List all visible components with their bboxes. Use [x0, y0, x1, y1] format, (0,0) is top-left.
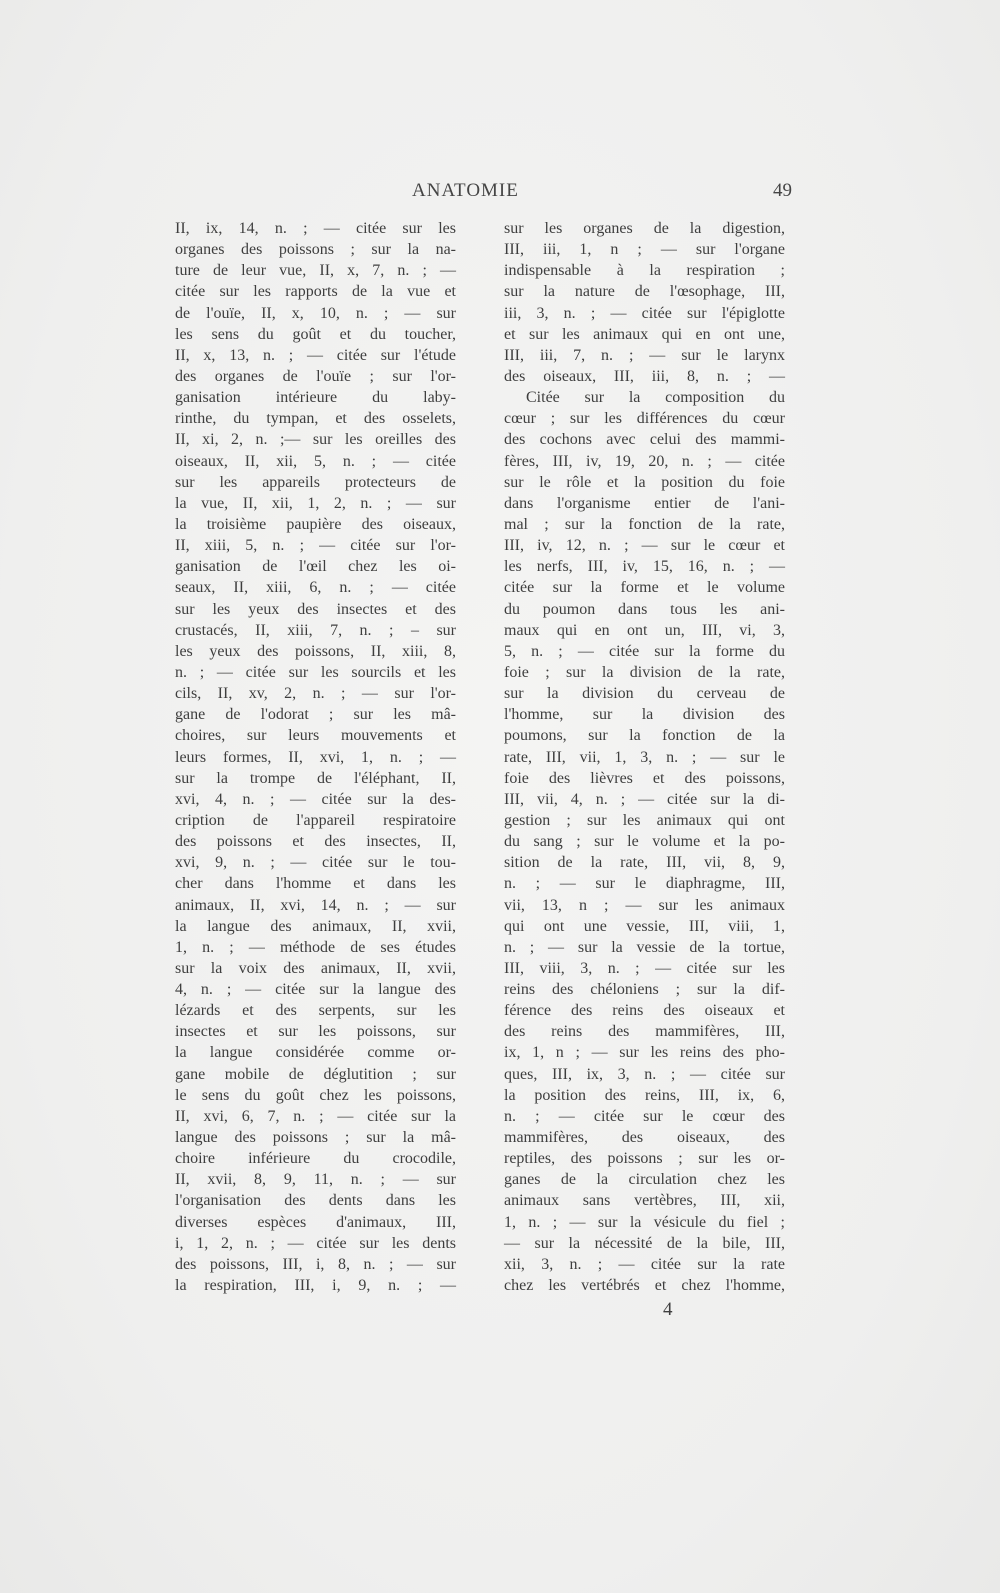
text-line: citée sur la forme et le volume — [504, 579, 785, 597]
text-line: vii, 13, n ; — sur les animaux — [504, 896, 785, 914]
text-line: des poissons, III, i, 8, n. ; — sur — [175, 1255, 456, 1273]
page-number: 49 — [773, 180, 792, 201]
text-line: animaux, II, xvi, 14, n. ; — sur — [175, 896, 456, 914]
text-line: n. ; — sur la vessie de la tortue, — [504, 938, 785, 956]
text-line: cils, II, xv, 2, n. ; — sur l'or- — [175, 685, 456, 703]
text-line: des cochons avec celui des mammi- — [504, 431, 785, 449]
text-line: foie des lièvres et des poissons, — [504, 769, 785, 787]
text-line: choires, sur leurs mouvements et — [175, 727, 456, 745]
text-line: qui ont une vessie, III, viii, 1, — [504, 917, 785, 935]
text-line: maux qui en ont un, III, vi, 3, — [504, 621, 785, 639]
text-line: II, xi, 2, n. ;— sur les oreilles des — [175, 431, 456, 449]
text-line: ganisation intérieure du laby- — [175, 389, 456, 407]
text-line: indispensable à la respiration ; — [504, 262, 785, 280]
right-column — [504, 218, 785, 1296]
text-line: langue des poissons ; sur la mâ- — [175, 1129, 456, 1147]
text-line: cher dans l'homme et dans les — [175, 875, 456, 893]
text-line: cœur ; sur les différences du cœur — [504, 410, 785, 428]
text-line: xvi, 4, n. ; — citée sur la des- — [175, 790, 456, 808]
text-line: dans l'organisme entier de l'ani- — [504, 494, 785, 512]
text-line: la langue des animaux, II, xvii, — [175, 917, 456, 935]
text-line: mal ; sur la fonction de la rate, — [504, 515, 785, 533]
text-line: sur la nature de l'œsophage, III, — [504, 283, 785, 301]
running-title: ANATOMIE — [412, 180, 519, 201]
text-line: II, xvi, 6, 7, n. ; — citée sur la — [175, 1107, 456, 1125]
text-line: ganisation de l'œil chez les oi- — [175, 558, 456, 576]
text-line: 4, n. ; — citée sur la langue des — [175, 981, 456, 999]
text-line: rinthe, du tympan, et des osselets, — [175, 410, 456, 428]
text-line: II, xvii, 8, 9, 11, n. ; — sur — [175, 1171, 456, 1189]
text-line: Citée sur la composition du — [526, 389, 785, 407]
text-line: sur les appareils protecteurs de — [175, 473, 456, 491]
text-line: diverses espèces d'animaux, III, — [175, 1213, 456, 1231]
text-line: 5, n. ; — citée sur la forme du — [504, 642, 785, 660]
text-line: leurs formes, II, xvi, 1, n. ; — — [175, 748, 456, 766]
text-line: II, xiii, 5, n. ; — citée sur l'or- — [175, 537, 456, 555]
text-line: fères, III, iv, 19, 20, n. ; — citée — [504, 452, 785, 470]
text-line: seaux, II, xiii, 6, n. ; — citée — [175, 579, 456, 597]
text-line: les yeux des poissons, II, xiii, 8, — [175, 642, 456, 660]
text-line: iii, 3, n. ; — citée sur l'épiglotte — [504, 304, 785, 322]
text-line: du sang ; sur le volume et la po- — [504, 833, 785, 851]
text-line: n. ; — citée sur le cœur des — [504, 1107, 785, 1125]
text-line: 1, n. ; — méthode de ses études — [175, 938, 456, 956]
text-line: sur les organes de la digestion, — [504, 220, 785, 237]
text-line: citée sur les rapports de la vue et — [175, 283, 456, 301]
text-line: sur la trompe de l'éléphant, II, — [175, 769, 456, 787]
text-line: la vue, II, xii, 1, 2, n. ; — sur — [175, 494, 456, 512]
text-line: insectes et sur les poissons, sur — [175, 1023, 456, 1041]
text-line: 1, n. ; — sur la vésicule du fiel ; — [504, 1213, 785, 1231]
text-line: l'organisation des dents dans les — [175, 1192, 456, 1210]
text-line: oiseaux, II, xii, 5, n. ; — citée — [175, 452, 456, 470]
text-line: chez les vertébrés et chez l'homme, — [504, 1277, 785, 1295]
text-line: reins des chéloniens ; sur la dif- — [504, 981, 785, 999]
text-line: reptiles, des poissons ; sur les or- — [504, 1150, 785, 1168]
text-line: III, iv, 12, n. ; — sur le cœur et — [504, 537, 785, 555]
text-line: crustacés, II, xiii, 7, n. ; – sur — [175, 621, 456, 639]
text-line: choire inférieure du crocodile, — [175, 1150, 456, 1168]
text-line: xii, 3, n. ; — citée sur la rate — [504, 1255, 785, 1273]
text-line: mammifères, des oiseaux, des — [504, 1129, 785, 1147]
text-line: gane mobile de déglutition ; sur — [175, 1065, 456, 1083]
text-line: rate, III, vii, 1, 3, n. ; — sur le — [504, 748, 785, 766]
text-line: III, viii, 3, n. ; — citée sur les — [504, 959, 785, 977]
running-head — [0, 180, 1000, 206]
text-line: n. ; — citée sur les sourcils et les — [175, 663, 456, 681]
text-line: les sens du goût et du toucher, — [175, 325, 456, 343]
text-line: lézards et des serpents, sur les — [175, 1002, 456, 1020]
text-line: n. ; — sur le diaphragme, III, — [504, 875, 785, 893]
text-line: III, iii, 7, n. ; — sur le larynx — [504, 346, 785, 364]
text-line: sur la division du cerveau de — [504, 685, 785, 703]
text-line: la troisième paupière des oiseaux, — [175, 515, 456, 533]
text-line: du poumon dans tous les ani- — [504, 600, 785, 618]
text-line: sur le rôle et la position du foie — [504, 473, 785, 491]
text-line: l'homme, sur la division des — [504, 706, 785, 724]
text-line: férence des reins des oiseaux et — [504, 1002, 785, 1020]
text-line: ture de leur vue, II, x, 7, n. ; — — [175, 262, 456, 280]
text-line: sur la voix des animaux, II, xvii, — [175, 959, 456, 977]
text-line: le sens du goût chez les poissons, — [175, 1086, 456, 1104]
text-line: — sur la nécessité de la bile, III, — [504, 1234, 785, 1252]
text-line: des organes de l'ouïe ; sur l'or- — [175, 367, 456, 385]
text-line: sur les yeux des insectes et des — [175, 600, 456, 618]
text-line: sition de la rate, III, vii, 8, 9, — [504, 854, 785, 872]
text-line: la langue considérée comme or- — [175, 1044, 456, 1062]
text-line: III, vii, 4, n. ; — citée sur la di- — [504, 790, 785, 808]
text-line: II, ix, 14, n. ; — citée sur les — [175, 220, 456, 237]
text-line: ganes de la circulation chez les — [504, 1171, 785, 1189]
text-line: la respiration, III, i, 9, n. ; — — [175, 1277, 456, 1295]
text-line: xvi, 9, n. ; — citée sur le tou- — [175, 854, 456, 872]
text-line: de l'ouïe, II, x, 10, n. ; — sur — [175, 304, 456, 322]
text-line: la position des reins, III, ix, 6, — [504, 1086, 785, 1104]
text-line: les nerfs, III, iv, 15, 16, n. ; — — [504, 558, 785, 576]
text-line: III, iii, 1, n ; — sur l'organe — [504, 241, 785, 259]
text-line: organes des poissons ; sur la na- — [175, 241, 456, 259]
text-line: des reins des mammifères, III, — [504, 1023, 785, 1041]
text-line: cription de l'appareil respiratoire — [175, 811, 456, 829]
left-column — [175, 218, 456, 1296]
text-line: ix, 1, n ; — sur les reins des pho- — [504, 1044, 785, 1062]
text-line: II, x, 13, n. ; — citée sur l'étude — [175, 346, 456, 364]
signature-mark: 4 — [663, 1299, 673, 1320]
text-line: foie ; sur la division de la rate, — [504, 663, 785, 681]
text-line: des oiseaux, III, iii, 8, n. ; — — [504, 367, 785, 385]
text-line: des poissons et des insectes, II, — [175, 833, 456, 851]
text-line: gestion ; sur les animaux qui ont — [504, 811, 785, 829]
text-line: animaux sans vertèbres, III, xii, — [504, 1192, 785, 1210]
text-line: et sur les animaux qui en ont une, — [504, 325, 785, 343]
text-line: ques, III, ix, 3, n. ; — citée sur — [504, 1065, 785, 1083]
text-line: gane de l'odorat ; sur les mâ- — [175, 706, 456, 724]
text-line: poumons, sur la fonction de la — [504, 727, 785, 745]
text-line: i, 1, 2, n. ; — citée sur les dents — [175, 1234, 456, 1252]
